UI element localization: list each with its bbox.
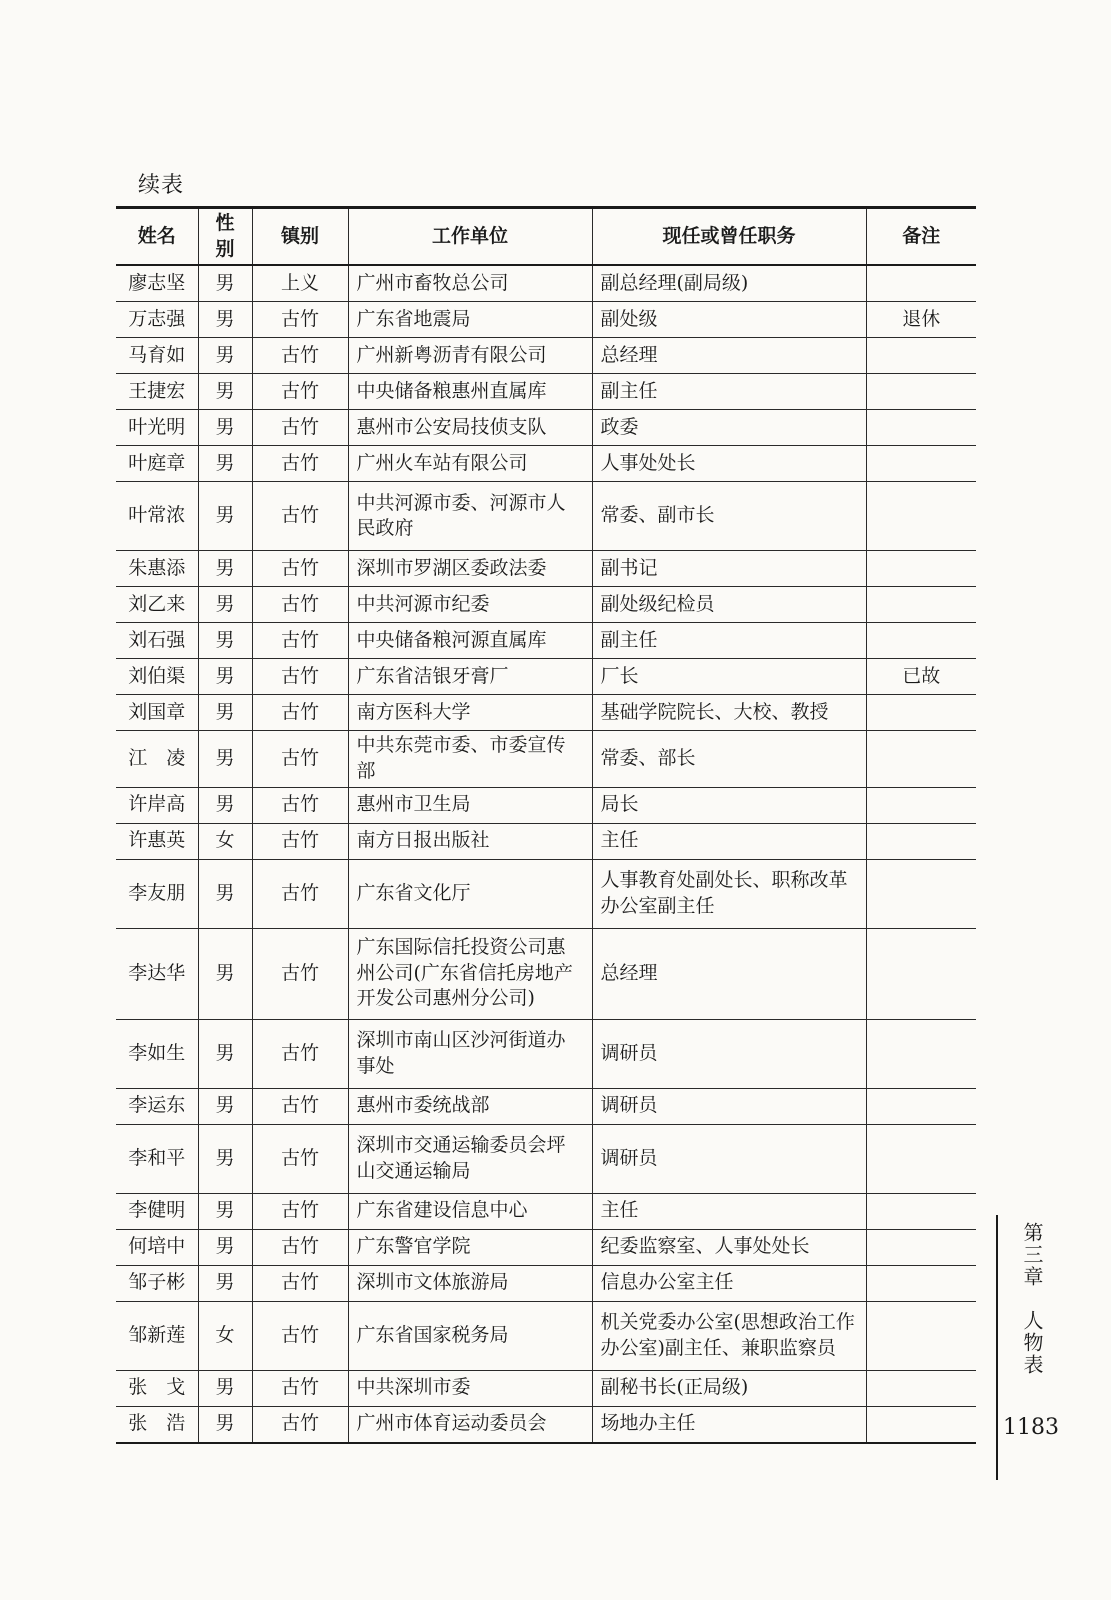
table-row [116,446,976,482]
cell-gender: 男 [198,1229,252,1265]
cell-gender: 男 [198,551,252,587]
cell-name: 叶光明 [116,410,198,446]
cell-name: 叶常浓 [116,482,198,551]
table-row [116,823,976,859]
cell-town: 古竹 [252,859,348,928]
cell-town: 古竹 [252,1406,348,1443]
cell-town: 上义 [252,265,348,302]
table-row [116,731,976,787]
cell-name: 刘乙来 [116,587,198,623]
personnel-table [116,206,976,1444]
cell-note [866,1265,976,1301]
cell-unit: 广州市体育运动委员会 [348,1406,592,1443]
cell-note [866,859,976,928]
cell-town: 古竹 [252,587,348,623]
cell-gender: 男 [198,1193,252,1229]
cell-unit: 中共深圳市委 [348,1370,592,1406]
cell-town: 古竹 [252,1124,348,1193]
cell-town: 古竹 [252,659,348,695]
cell-town: 古竹 [252,1193,348,1229]
table-row [116,265,976,302]
cell-unit: 广东省国家税务局 [348,1301,592,1370]
cell-unit: 广东国际信托投资公司惠州公司(广东省信托房地产开发公司惠州分公司) [348,928,592,1019]
cell-name: 王捷宏 [116,374,198,410]
cell-town: 古竹 [252,1265,348,1301]
cell-position: 副秘书长(正局级) [592,1370,866,1406]
cell-unit: 深圳市交通运输委员会坪山交通运输局 [348,1124,592,1193]
cell-position: 副处级 [592,302,866,338]
cell-gender: 男 [198,302,252,338]
cell-position: 副主任 [592,623,866,659]
table-row [116,410,976,446]
cell-town: 古竹 [252,1229,348,1265]
cell-town: 古竹 [252,823,348,859]
cell-gender: 男 [198,338,252,374]
cell-note [866,1088,976,1124]
cell-position: 调研员 [592,1124,866,1193]
cell-note [866,1370,976,1406]
cell-name: 张 浩 [116,1406,198,1443]
cell-unit: 广州市畜牧总公司 [348,265,592,302]
cell-position: 主任 [592,823,866,859]
cell-gender: 男 [198,1088,252,1124]
header-gender: 性别 [198,208,252,266]
cell-town: 古竹 [252,1019,348,1088]
cell-unit: 中央储备粮河源直属库 [348,623,592,659]
cell-note [866,823,976,859]
cell-town: 古竹 [252,410,348,446]
cell-gender: 男 [198,1019,252,1088]
table-row [116,302,976,338]
cell-position: 副书记 [592,551,866,587]
cell-note: 退休 [866,302,976,338]
header-note: 备注 [866,208,976,266]
cell-unit: 中共河源市纪委 [348,587,592,623]
cell-unit: 深圳市南山区沙河街道办事处 [348,1019,592,1088]
cell-name: 何培中 [116,1229,198,1265]
table-row [116,787,976,823]
cell-name: 万志强 [116,302,198,338]
cell-gender: 男 [198,787,252,823]
cell-name: 刘石强 [116,623,198,659]
cell-note [866,1019,976,1088]
cell-town: 古竹 [252,482,348,551]
cell-gender: 男 [198,731,252,787]
cell-name: 廖志坚 [116,265,198,302]
cell-gender: 男 [198,623,252,659]
header-name: 姓名 [116,208,198,266]
cell-position: 总经理 [592,338,866,374]
cell-note [866,623,976,659]
cell-name: 李运东 [116,1088,198,1124]
cell-unit: 惠州市公安局技侦支队 [348,410,592,446]
cell-name: 李如生 [116,1019,198,1088]
cell-name: 许惠英 [116,823,198,859]
cell-note [866,928,976,1019]
cell-name: 许岸高 [116,787,198,823]
cell-note [866,1193,976,1229]
cell-gender: 男 [198,659,252,695]
table-row [116,859,976,928]
cell-town: 古竹 [252,551,348,587]
cell-position: 常委、部长 [592,731,866,787]
cell-position: 纪委监察室、人事处处长 [592,1229,866,1265]
cell-position: 机关党委办公室(思想政治工作办公室)副主任、兼职监察员 [592,1301,866,1370]
cell-gender: 男 [198,374,252,410]
cell-unit: 中共河源市委、河源市人民政府 [348,482,592,551]
table-row [116,1229,976,1265]
page-number: 1183 [1003,1415,1059,1440]
cell-note [866,374,976,410]
cell-position: 厂长 [592,659,866,695]
cell-town: 古竹 [252,446,348,482]
cell-town: 古竹 [252,928,348,1019]
table-row [116,1193,976,1229]
cell-note: 已故 [866,659,976,695]
cell-gender: 女 [198,1301,252,1370]
table-row [116,374,976,410]
cell-position: 主任 [592,1193,866,1229]
cell-name: 叶庭章 [116,446,198,482]
cell-unit: 广东省地震局 [348,302,592,338]
cell-town: 古竹 [252,731,348,787]
cell-note [866,551,976,587]
table-row [116,659,976,695]
cell-unit: 南方日报出版社 [348,823,592,859]
cell-name: 刘国章 [116,695,198,731]
cell-gender: 男 [198,482,252,551]
cell-position: 基础学院院长、大校、教授 [592,695,866,731]
cell-position: 副主任 [592,374,866,410]
cell-unit: 南方医科大学 [348,695,592,731]
cell-note [866,338,976,374]
cell-note [866,446,976,482]
cell-position: 调研员 [592,1019,866,1088]
cell-note [866,265,976,302]
cell-unit: 广州火车站有限公司 [348,446,592,482]
cell-note [866,1301,976,1370]
cell-name: 江 凌 [116,731,198,787]
table-caption: 续表 [138,173,185,198]
table-row [116,587,976,623]
cell-gender: 男 [198,1124,252,1193]
cell-note [866,787,976,823]
cell-position: 常委、副市长 [592,482,866,551]
cell-name: 刘伯渠 [116,659,198,695]
cell-position: 场地办主任 [592,1406,866,1443]
cell-note [866,731,976,787]
cell-position: 信息办公室主任 [592,1265,866,1301]
cell-note [866,1229,976,1265]
cell-gender: 男 [198,587,252,623]
cell-gender: 男 [198,1406,252,1443]
table-row [116,1406,976,1443]
cell-town: 古竹 [252,338,348,374]
cell-gender: 男 [198,1265,252,1301]
cell-name: 马育如 [116,338,198,374]
table-row [116,623,976,659]
cell-note [866,482,976,551]
cell-unit: 广东省洁银牙膏厂 [348,659,592,695]
table-row [116,482,976,551]
cell-note [866,1124,976,1193]
cell-gender: 男 [198,410,252,446]
cell-town: 古竹 [252,1301,348,1370]
cell-unit: 中央储备粮惠州直属库 [348,374,592,410]
cell-town: 古竹 [252,623,348,659]
cell-position: 副处级纪检员 [592,587,866,623]
cell-gender: 男 [198,859,252,928]
cell-note [866,695,976,731]
cell-note [866,1406,976,1443]
cell-town: 古竹 [252,302,348,338]
cell-name: 张 戈 [116,1370,198,1406]
side-rule [996,1215,998,1480]
cell-note [866,587,976,623]
cell-town: 古竹 [252,1088,348,1124]
table-row [116,695,976,731]
cell-gender: 女 [198,823,252,859]
cell-position: 调研员 [592,1088,866,1124]
cell-unit: 广州新粤沥青有限公司 [348,338,592,374]
cell-unit: 广东省建设信息中心 [348,1193,592,1229]
cell-position: 总经理 [592,928,866,1019]
table-row [116,1088,976,1124]
cell-name: 邹子彬 [116,1265,198,1301]
chapter-label: 第三章 人物表 [1020,1222,1044,1376]
table-row [116,338,976,374]
cell-gender: 男 [198,695,252,731]
cell-name: 朱惠添 [116,551,198,587]
cell-unit: 中共东莞市委、市委宣传部 [348,731,592,787]
cell-gender: 男 [198,928,252,1019]
cell-unit: 深圳市文体旅游局 [348,1265,592,1301]
cell-town: 古竹 [252,1370,348,1406]
cell-unit: 惠州市卫生局 [348,787,592,823]
cell-town: 古竹 [252,374,348,410]
table-row [116,928,976,1019]
cell-position: 政委 [592,410,866,446]
header-town: 镇别 [252,208,348,266]
table-row [116,1124,976,1193]
table-row [116,1301,976,1370]
cell-unit: 惠州市委统战部 [348,1088,592,1124]
table-header-row [116,208,976,266]
cell-gender: 男 [198,1370,252,1406]
header-position: 现任或曾任职务 [592,208,866,266]
cell-name: 李健明 [116,1193,198,1229]
cell-unit: 广东省文化厅 [348,859,592,928]
table-row [116,1370,976,1406]
cell-position: 副总经理(副局级) [592,265,866,302]
table-row [116,1265,976,1301]
table-row [116,1019,976,1088]
header-unit: 工作单位 [348,208,592,266]
cell-position: 人事教育处副处长、职称改革办公室副主任 [592,859,866,928]
cell-name: 李和平 [116,1124,198,1193]
cell-name: 李友朋 [116,859,198,928]
cell-position: 人事处处长 [592,446,866,482]
cell-unit: 广东警官学院 [348,1229,592,1265]
cell-name: 邹新莲 [116,1301,198,1370]
cell-town: 古竹 [252,695,348,731]
cell-note [866,410,976,446]
cell-unit: 深圳市罗湖区委政法委 [348,551,592,587]
cell-position: 局长 [592,787,866,823]
cell-gender: 男 [198,446,252,482]
cell-gender: 男 [198,265,252,302]
table-row [116,551,976,587]
cell-name: 李达华 [116,928,198,1019]
cell-town: 古竹 [252,787,348,823]
